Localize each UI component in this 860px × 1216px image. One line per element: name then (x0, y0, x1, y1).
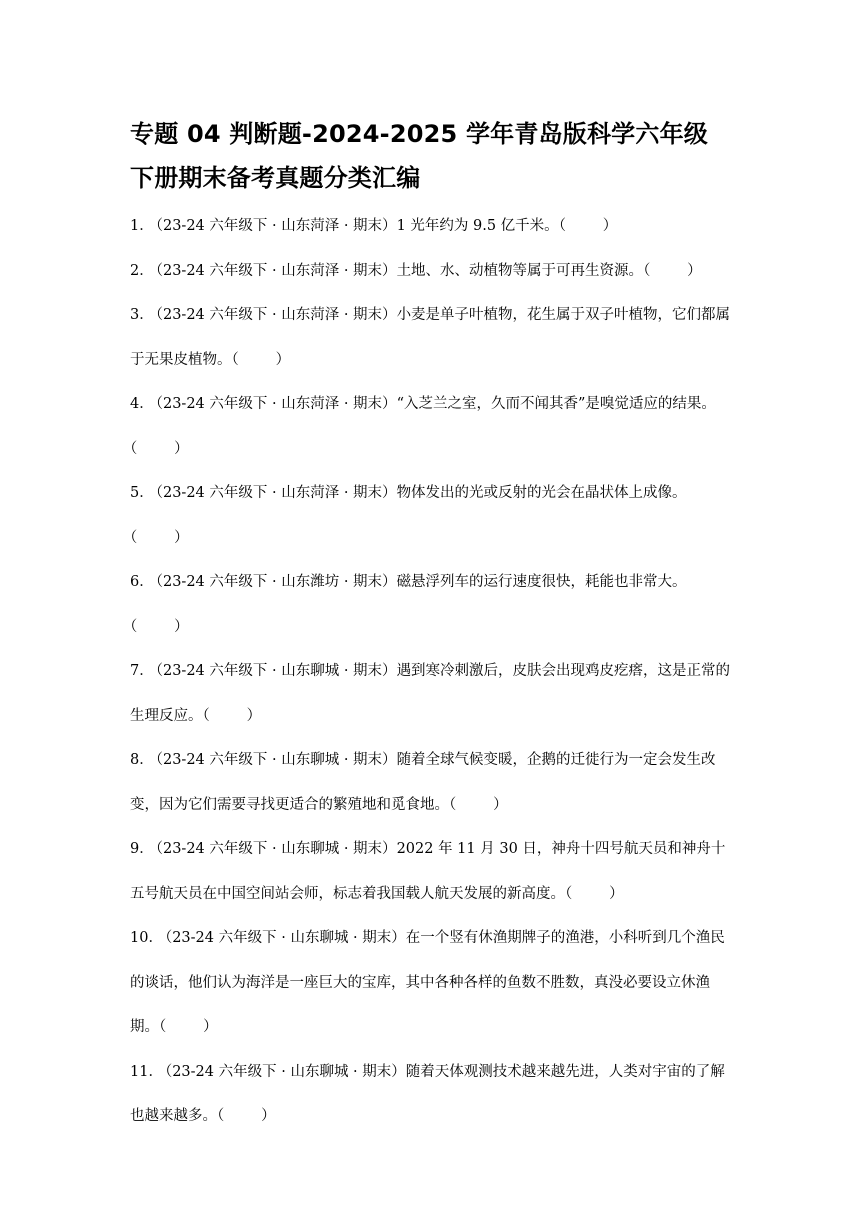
question-source: （23-24 六年级下 · 山东菏泽 · 期末） (155, 307, 397, 323)
title-line-1: 专题 04 判断题-2024-2025 学年青岛版科学六年级 (130, 120, 708, 148)
question-source: （23-24 六年级下 · 山东菏泽 · 期末） (155, 262, 397, 279)
answer-blank[interactable]: （ ） (449, 796, 508, 813)
question-text: 2022 年 11 月 30 日，神舟十四号航天员和神舟十五号航天员在中国空间站会师，标志着我国载人航天发展的新高度。 (130, 841, 726, 902)
question-text: “入芝兰之室，久而不闻其香”是嗅觉适应的结果。 (396, 396, 716, 412)
question-source: （23-24 六年级下 · 山东聊城 · 期末） (164, 930, 406, 946)
question-source: （23-24 六年级下 · 山东聊城 · 期末） (155, 752, 397, 768)
question-item: 1． （23-24 六年级下 · 山东菏泽 · 期末）1 光年约为 9.5 亿千米。（ ） (130, 218, 618, 234)
question-item: 3． （23-24 六年级下 · 山东菏泽 · 期末）小麦是单子叶植物，花生属于双子叶植物，它们都属于无果皮植物。（ ） (130, 307, 731, 368)
question-item: 2． （23-24 六年级下 · 山东菏泽 · 期末）土地、水、动植物等属于可再生资源。（ ） (130, 262, 702, 279)
question-source: （23-24 六年级下 · 山东菏泽 · 期末） (155, 396, 397, 412)
question-item: 8． （23-24 六年级下 · 山东聊城 · 期末）随着全球气候变暖，企鹅的迁徙行为一定会发生改变，因为它们需要寻找更适合的繁殖地和觅食地。（ ） (130, 752, 716, 813)
answer-blank[interactable]: （ ） (217, 1108, 276, 1124)
question-text: 物体发出的光或反射的光会在晶状体上成像。 (396, 485, 687, 501)
answer-blank[interactable]: （ ） (130, 440, 189, 457)
answer-blank[interactable]: （ ） (565, 885, 624, 902)
question-source: （23-24 六年级下 · 山东菏泽 · 期末） (155, 218, 397, 234)
question-item: 6． （23-24 六年级下 · 山东潍坊 · 期末）磁悬浮列车的运行速度很快，耗能也非常大。（ ） (130, 574, 687, 635)
answer-blank[interactable]: （ ） (558, 218, 618, 234)
question-text: 磁悬浮列车的运行速度很快，耗能也非常大。 (396, 574, 687, 590)
question-source: （23-24 六年级下 · 山东潍坊 · 期末） (155, 574, 397, 590)
question-source: （23-24 六年级下 · 山东聊城 · 期末） (164, 1063, 406, 1080)
answer-blank[interactable]: （ ） (130, 529, 189, 546)
answer-blank[interactable]: （ ） (130, 618, 189, 635)
question-text: 土地、水、动植物等属于可再生资源。 (396, 262, 644, 279)
question-item: 7． （23-24 六年级下 · 山东聊城 · 期末）遇到寒冷刺激后，皮肤会出现鸡皮疙瘩，这是正常的生理反应。（ ） (130, 663, 731, 724)
question-source: （23-24 六年级下 · 山东菏泽 · 期末） (155, 485, 397, 501)
question-item: 9． （23-24 六年级下 · 山东聊城 · 期末）2022 年 11 月 30 日，神舟十四号航天员和神舟十五号航天员在中国空间站会师，标志着我国载人航天发展的新高度。（ ） (130, 841, 726, 902)
question-list (130, 204, 732, 1139)
question-text: 随着全球气候变暖，企鹅的迁徙行为一定会发生改变，因为它们需要寻找更适合的繁殖地和觅食地。 (130, 752, 716, 813)
question-source: （23-24 六年级下 · 山东聊城 · 期末） (155, 663, 397, 679)
answer-blank[interactable]: （ ） (159, 1019, 218, 1035)
answer-blank[interactable]: （ ） (231, 351, 291, 368)
question-source: （23-24 六年级下 · 山东聊城 · 期末） (155, 841, 397, 857)
answer-blank[interactable]: （ ） (202, 707, 262, 724)
question-item: 11． （23-24 六年级下 · 山东聊城 · 期末）随着天体观测技术越来越先进，人类对宇宙的了解也越来越多。（ ） (130, 1063, 725, 1124)
answer-blank[interactable]: （ ） (643, 262, 702, 279)
title-line-2: 下册期末备考真题分类汇编 (130, 164, 421, 192)
question-item: 5． （23-24 六年级下 · 山东菏泽 · 期末）物体发出的光或反射的光会在晶状体上成像。（ ） (130, 485, 687, 546)
question-item: 4． （23-24 六年级下 · 山东菏泽 · 期末）“入芝兰之室，久而不闻其香”是嗅觉适应的结果。（ ） (130, 396, 716, 457)
question-text: 遇到寒冷刺激后，皮肤会出现鸡皮疙瘩，这是正常的生理反应。 (130, 663, 731, 724)
question-text: 在一个竖有休渔期牌子的渔港，小科听到几个渔民的谈话，他们认为海洋是一座巨大的宝库，其中各种各样的鱼数不胜数，真没必要设立休渔期。 (130, 930, 725, 1035)
question-text: 1 光年约为 9.5 亿千米。 (396, 218, 559, 234)
question-text: 随着天体观测技术越来越先进，人类对宇宙的了解也越来越多。 (130, 1063, 725, 1124)
question-text: 小麦是单子叶植物，花生属于双子叶植物，它们都属于无果皮植物。 (130, 307, 731, 368)
document-title (130, 112, 732, 200)
question-item: 10． （23-24 六年级下 · 山东聊城 · 期末）在一个竖有休渔期牌子的渔港，小科听到几个渔民的谈话，他们认为海洋是一座巨大的宝库，其中各种各样的鱼数不胜数，真没必要设立休渔期。（ ） (130, 930, 725, 1035)
